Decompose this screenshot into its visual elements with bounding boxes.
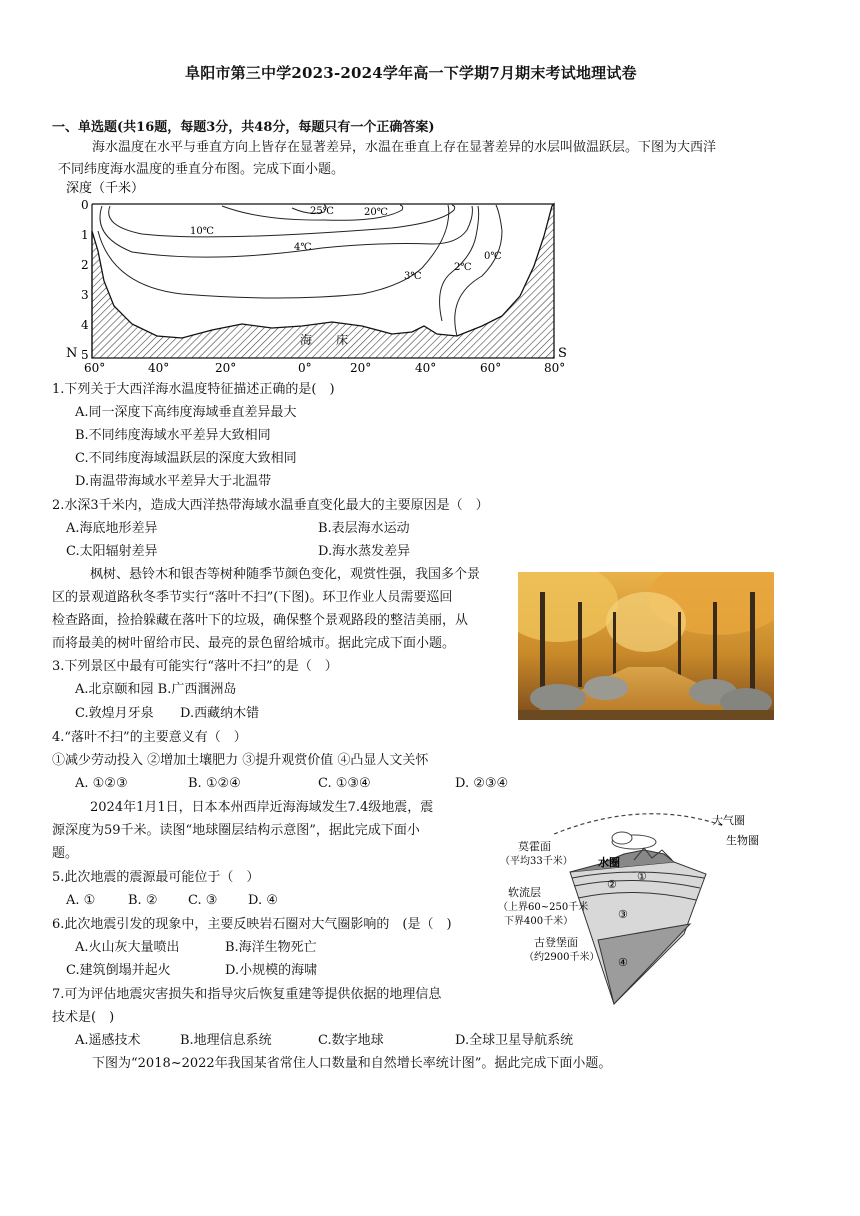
question-4-option-d[interactable]: D. ②③④ [455,776,509,791]
question-1-option-a[interactable]: A.同一深度下高纬度海域垂直差异最大 [75,405,297,420]
x-tick: 60° [480,361,502,375]
biosphere-label: 生物圈 [726,834,759,847]
question-1-option-c[interactable]: C.不同纬度海域温跃层的深度大致相同 [75,451,297,466]
question-2-stem: 2.水深3千米内，造成大西洋热带海域水温垂直变化最大的主要原因是（ ） [52,498,489,513]
question-5-option-c[interactable]: C. ③ [188,893,218,908]
question-1-stem: 1.下列关于大西洋海水温度特征描述正确的是( ) [52,382,335,397]
question-7-stem: 7.可为评估地震灾害损失和指导灾后恢复重建等提供依据的地理信息 [52,987,442,1002]
hydrosphere-label: 水圈 [598,856,620,869]
seabed-label: 海 床 [300,333,349,347]
y-tick: 5 [81,348,89,362]
x-tick: 20° [350,361,372,375]
page-title: 阜阳市第三中学2023-2024学年高一下学期7月期末考试地理试卷 [185,64,637,82]
question-6-option-c[interactable]: C.建筑倒塌并起火 [66,963,171,978]
question-3-option-c[interactable]: C.敦煌月牙泉 [75,706,154,721]
isotherm-label: 4℃ [294,242,312,253]
asthenosphere-range: 下界400千米） [504,916,574,927]
question-7-option-a[interactable]: A.遥感技术 [75,1033,141,1048]
intro-paragraph-3: 源深度为59千米。读图“地球圈层结构示意图”，据此完成下面小 [52,823,420,838]
question-6-stem: 6.此次地震引发的现象中，主要反映岩石圈对大气圈影响的 (是（ ) [52,917,452,932]
intro-paragraph-2: 枫树、悬铃木和银杏等树种随季节颜色变化，观赏性强，我国多个景 [90,567,481,582]
question-2-option-c[interactable]: C.太阳辐射差异 [66,544,158,559]
question-5-option-a[interactable]: A. ① [66,893,96,908]
intro-paragraph-2: 检查路面，捡拾躲藏在落叶下的垃圾，确保整个景观路段的整洁美丽，从 [52,613,469,628]
question-6-option-a[interactable]: A.火山灰大量喷出 [75,940,180,955]
intro-paragraph-3: 2024年1月1日，日本本州西岸近海海域发生7.4级地震，震 [90,800,434,815]
asthenosphere-range: （上界60~250千米 [498,902,589,913]
intro-paragraph-4: 下图为“2018~2022年我国某省常住人口数量和自然增长率统计图”。据此完成下面小题。 [92,1056,612,1071]
question-4-stem: 4.“落叶不扫”的主要意义有（ ） [52,730,247,745]
question-7-option-d[interactable]: D.全球卫星导航系统 [455,1033,574,1048]
layer-4-marker: ④ [618,956,628,969]
isotherm-label: 0℃ [484,251,502,262]
question-4-option-b[interactable]: B. ①②④ [188,776,241,791]
isotherm-label: 25℃ [310,206,334,217]
y-tick: 3 [81,288,89,302]
ocean-temperature-figure [62,176,582,376]
y-axis-label: 深度（千米） [66,181,145,196]
intro-paragraph-3: 题。 [52,846,79,861]
layer-2-marker: ② [607,878,617,891]
autumn-leaves-photo [518,572,774,720]
question-4-items: ①减少劳动投入 ②增加土壤肥力 ③提升观赏价值 ④凸显人文关怀 [52,753,429,768]
question-2-option-a[interactable]: A.海底地形差异 [66,521,158,536]
asthenosphere-label: 软流层 [508,886,541,899]
isotherm-label: 10℃ [190,226,214,237]
question-1-option-b[interactable]: B.不同纬度海域水平差异大致相同 [75,428,271,443]
moho-depth: （平均33千米） [500,856,573,867]
layer-1-marker: ① [637,870,647,883]
isotherm-label: 20℃ [364,207,388,218]
x-tick: 80° [544,361,566,375]
section-header: 一、单选题(共16题，每题3分，共48分，每题只有一个正确答案) [52,120,435,135]
atmosphere-label: 大气圈 [712,814,745,827]
question-7-stem-cont: 技术是( ) [52,1010,115,1025]
x-tick: 40° [148,361,170,375]
question-3-stem: 3.下列景区中最有可能实行“落叶不扫”的是（ ） [52,659,338,674]
question-3-option-ab[interactable]: A.北京颐和园 B.广西涠洲岛 [75,682,237,697]
question-5-option-b[interactable]: B. ② [128,893,158,908]
question-7-option-b[interactable]: B.地理信息系统 [180,1033,272,1048]
gutenberg-label: 古登堡面 [534,936,578,949]
moho-label: 莫霍面 [518,840,551,853]
question-4-option-c[interactable]: C. ①③④ [318,776,371,791]
question-1-option-d[interactable]: D.南温带海域水平差异大于北温带 [75,474,272,489]
question-7-option-c[interactable]: C.数字地球 [318,1033,384,1048]
question-4-option-a[interactable]: A. ①②③ [75,776,128,791]
x-tick: 40° [415,361,437,375]
intro-paragraph-1-cont: 不同纬度海水温度的垂直分布图。完成下面小题。 [58,162,345,177]
question-5-stem: 5.此次地震的震源最可能位于（ ） [52,870,260,885]
y-tick: 4 [81,318,89,332]
question-5-option-d[interactable]: D. ④ [248,893,278,908]
intro-paragraph-1: 海水温度在水平与垂直方向上皆存在显著差异，水温在垂直上存在显著差异的水层叫做温跃层。下图为大西洋 [92,140,717,155]
x-tick: 0° [298,361,312,375]
question-6-option-b[interactable]: B.海洋生物死亡 [225,940,317,955]
intro-paragraph-2: 区的景观道路秋冬季节实行“落叶不扫”(下图)。环卫作业人员需要巡回 [52,590,453,605]
x-tick: 60° [84,361,106,375]
south-label: S [558,346,567,361]
intro-paragraph-2: 而将最美的树叶留给市民、最亮的景色留给城市。据此完成下面小题。 [52,636,456,651]
layer-3-marker: ③ [618,908,628,921]
question-3-option-d[interactable]: D.西藏纳木错 [180,706,260,721]
question-2-option-d[interactable]: D.海水蒸发差异 [318,544,411,559]
x-tick: 20° [215,361,237,375]
isotherm-label: 2℃ [454,262,472,273]
y-tick: 0 [81,198,89,212]
earth-spheres-figure [494,804,774,1014]
gutenberg-depth: （约2900千米） [524,952,600,963]
y-tick: 1 [81,228,89,242]
question-6-option-d[interactable]: D.小规模的海啸 [225,963,318,978]
isotherm-label: 3℃ [404,271,422,282]
y-tick: 2 [81,258,89,272]
question-2-option-b[interactable]: B.表层海水运动 [318,521,410,536]
north-label: N [66,346,78,361]
